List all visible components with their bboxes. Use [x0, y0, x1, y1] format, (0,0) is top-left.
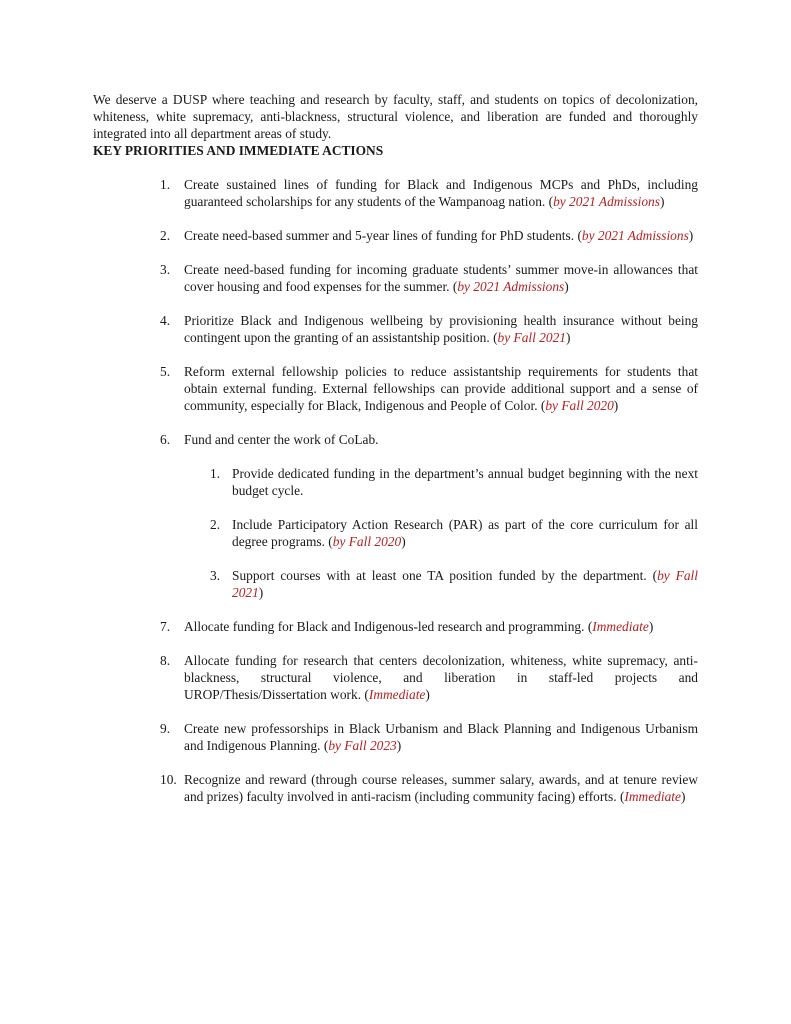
item-text-main: Create sustained lines of funding for Black and Indigenous MCPs and PhDs, including guaranteed scholarships for any students of the Wampanoag nation.: [184, 177, 698, 209]
priorities-list: [93, 176, 698, 805]
item-text: [184, 771, 698, 805]
deadline-text: by 2021 Admissions: [457, 279, 565, 294]
item-number: 5.: [160, 364, 171, 379]
paren-close: ): [565, 330, 571, 345]
paren-close: ): [613, 398, 619, 413]
list-item-1: [160, 176, 698, 210]
item-text: [184, 176, 698, 210]
subitem-text: [232, 567, 698, 601]
deadline-text: Immediate: [624, 789, 681, 804]
item-number: 4.: [160, 313, 171, 328]
paren-close: ): [564, 279, 569, 294]
item-number: 3.: [160, 262, 171, 277]
list-item-10: [160, 771, 698, 805]
paren-open: (: [324, 534, 333, 549]
item-text: [184, 312, 698, 346]
sublist-item-3: [210, 567, 698, 601]
item-number: 9.: [160, 721, 171, 736]
paren-open: (: [449, 279, 458, 294]
paren-open: (: [616, 789, 625, 804]
subitem-text-main: Support courses with at least one TA position funded by the department.: [232, 568, 647, 583]
subitem-text-main: Provide dedicated funding in the department’s annual budget beginning with the next budget cycle.: [232, 466, 698, 498]
deadline-text: Immediate: [368, 687, 426, 702]
item-text-main: Create need-based summer and 5-year lines of funding for PhD students.: [184, 228, 575, 243]
deadline-text: by 2021 Admissions: [553, 194, 660, 209]
deadline-text: by Fall 2020: [332, 534, 402, 549]
subitem-text-main: Include Participatory Action Research (PAR) as part of the core curriculum for all degree programs.: [232, 517, 698, 549]
item-text-main: Recognize and reward (through course releases, summer salary, awards, and at tenure review and prizes) faculty involved in anti-racism (including community facing) efforts.: [184, 772, 698, 804]
item-text-main: Reform external fellowship policies to reduce assistantship requirements for students that obtain external funding. External fellowships can provide additional support and a sense of community, especially for Black, Indigenous and People of Color.: [184, 364, 698, 413]
item-text: [184, 363, 698, 414]
item-text-main: Prioritize Black and Indigenous wellbeing by provisioning health insurance without being contingent upon the granting of an assistantship position.: [184, 313, 698, 345]
paren-open: (: [537, 398, 546, 413]
sublist-item-1: [210, 465, 698, 499]
intro-paragraph: We deserve a DUSP where teaching and research by faculty, staff, and students on topics of decolonization, whiteness, white supremacy, anti-blackness, structural violence, and liberation are funded and thoroughly integrated into all department areas of study.: [93, 92, 698, 141]
subitem-text: [232, 516, 698, 550]
item-text-main: Fund and center the work of CoLab.: [184, 432, 379, 447]
item-text: [184, 720, 698, 754]
paren-close: ): [258, 585, 264, 600]
list-item-3: [160, 261, 698, 295]
paren-close: ): [688, 228, 694, 243]
item-number: 10.: [160, 772, 177, 787]
paren-open: (: [646, 568, 658, 583]
list-item-6: [160, 431, 698, 601]
item-text: [184, 431, 698, 601]
paren-open: (: [545, 194, 554, 209]
list-item-2: [160, 227, 698, 244]
paren-close: ): [401, 534, 406, 549]
deadline-text: by 2021 Admissions: [581, 228, 689, 243]
list-item-4: [160, 312, 698, 346]
paren-open: (: [361, 687, 369, 702]
item-text: [184, 261, 698, 295]
paren-close: ): [648, 619, 654, 634]
colab-sublist: [184, 465, 698, 601]
paren-open: (: [320, 738, 329, 753]
item-text: [184, 652, 698, 703]
section-heading: KEY PRIORITIES AND IMMEDIATE ACTIONS: [93, 143, 384, 158]
subitem-number: 3.: [210, 568, 221, 583]
item-number: 6.: [160, 432, 171, 447]
item-text-main: Create new professorships in Black Urbanism and Black Planning and Indigenous Urbanism and Indigenous Planning.: [184, 721, 698, 753]
paren-open: (: [584, 619, 593, 634]
item-text: [184, 618, 698, 635]
item-text-main: Allocate funding for Black and Indigenous-led research and programming.: [184, 619, 585, 634]
item-number: 7.: [160, 619, 171, 634]
paren-open: (: [574, 228, 582, 243]
paren-close: ): [659, 194, 665, 209]
list-item-8: [160, 652, 698, 703]
paren-close: ): [425, 687, 430, 702]
deadline-text: Immediate: [592, 619, 649, 634]
subitem-number: 1.: [210, 466, 221, 481]
subitem-number: 2.: [210, 517, 221, 532]
item-text-main: Create need-based funding for incoming graduate students’ summer move-in allowances that cover housing and food expenses for the summer.: [184, 262, 698, 294]
list-item-9: [160, 720, 698, 754]
paren-close: ): [680, 789, 686, 804]
deadline-text: by Fall 2021: [497, 330, 566, 345]
item-text-main: Allocate funding for research that centers decolonization, whiteness, white supremacy, anti-blackness, structural violence, and liberation in staff-led projects and UROP/Thesis/Dissertation work.: [184, 653, 698, 702]
paren-close: ): [396, 738, 402, 753]
sublist-item-2: [210, 516, 698, 550]
deadline-text: by Fall 2021: [232, 568, 698, 600]
item-text: [184, 227, 698, 244]
list-item-7: [160, 618, 698, 635]
subitem-text: [232, 465, 698, 499]
item-number: 1.: [160, 177, 171, 192]
paren-open: (: [489, 330, 498, 345]
deadline-text: by Fall 2023: [328, 738, 397, 753]
item-number: 2.: [160, 228, 171, 243]
list-item-5: [160, 363, 698, 414]
deadline-text: by Fall 2020: [545, 398, 614, 413]
item-number: 8.: [160, 653, 171, 668]
